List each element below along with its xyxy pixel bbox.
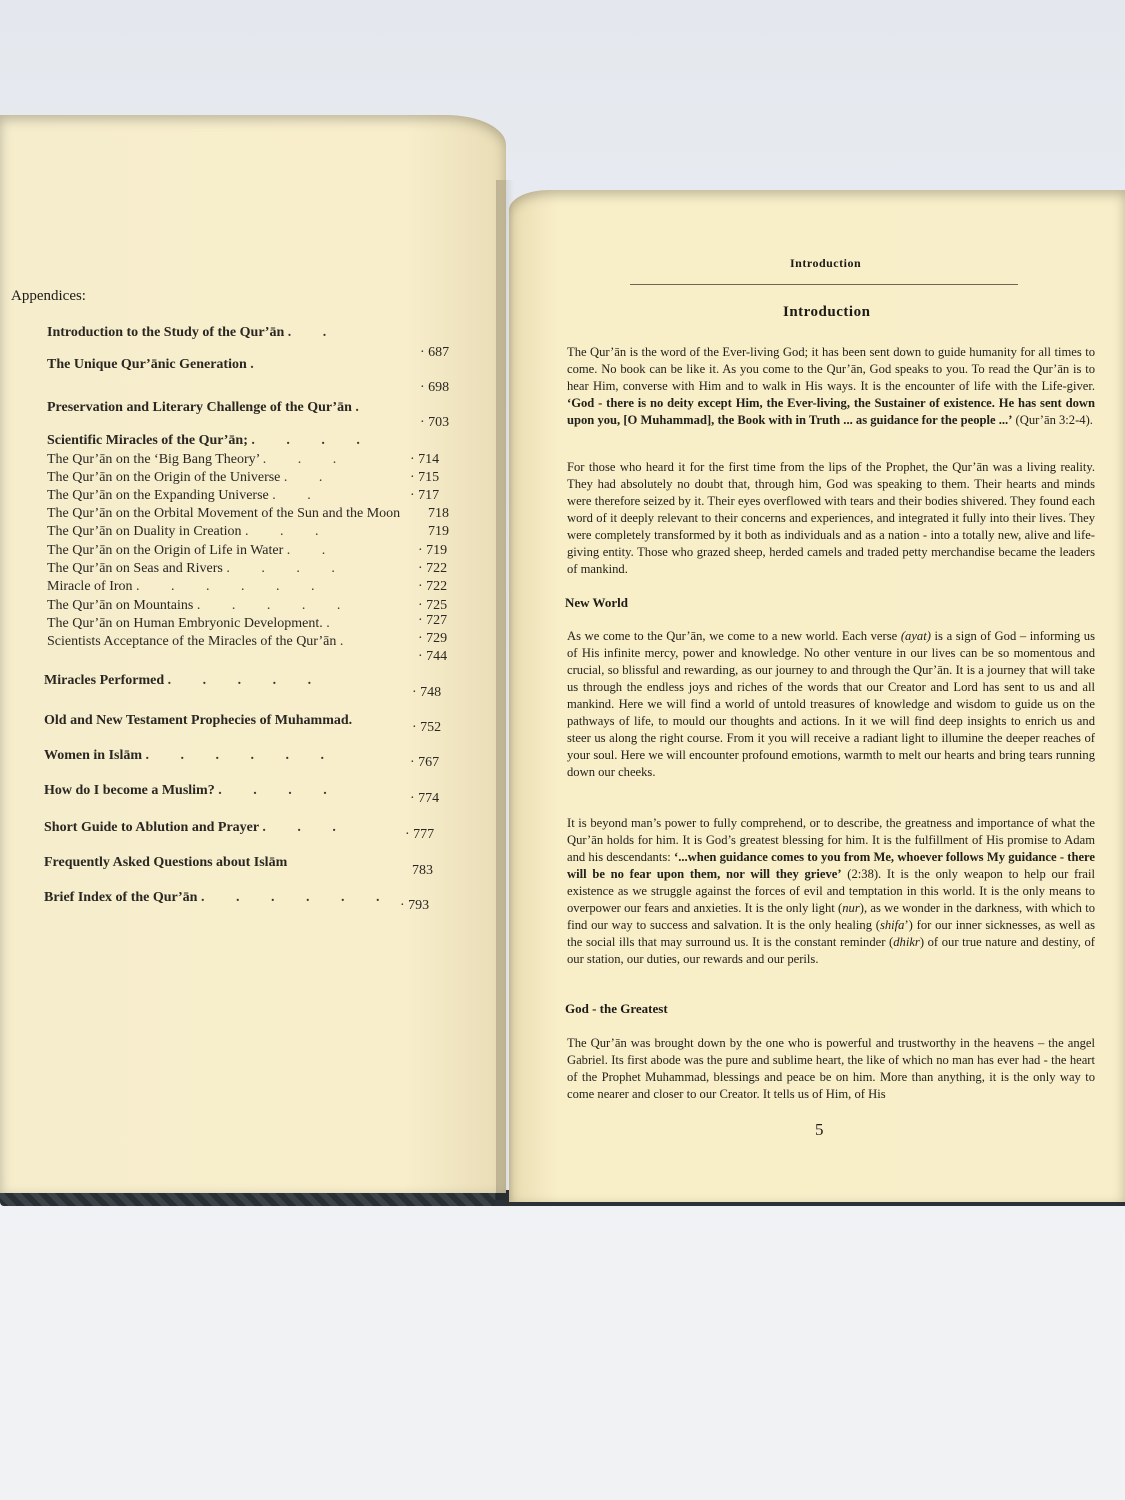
left-page [0, 115, 506, 1193]
toc-entry: Scientific Miracles of the Qur’ān; . . . . [47, 433, 374, 448]
toc-page-number: · 687 [420, 345, 450, 360]
toc-entry: The Qur’ān on Human Embryonic Development. . [47, 616, 344, 631]
toc-page-number: · 752 [412, 720, 442, 735]
toc-page-number: · 744 [418, 649, 448, 664]
toc-entry: Brief Index of the Qur’ān . . . . . . [44, 890, 394, 905]
toc-entry: The Qur’ān on the Origin of Life in Water . . [47, 543, 340, 558]
toc-entry: Frequently Asked Questions about Islām [44, 855, 288, 870]
toc-page-number: · 714 [410, 452, 440, 467]
toc-entry: Miracles Performed . . . . . [44, 673, 326, 688]
toc-entry: Miracle of Iron . . . . . . [47, 579, 329, 594]
contents-list [0, 115, 506, 1193]
toc-page-number: · 722 [418, 579, 448, 594]
toc-entry: The Qur’ān on Duality in Creation . . . [47, 524, 333, 539]
toc-page-number: · 748 [412, 685, 442, 700]
toc-entry: The Qur’ān on the Orbital Movement of the Sun and the Moon [47, 506, 401, 521]
toc-entry: Preservation and Literary Challenge of the Qur’ān . [47, 400, 373, 415]
paragraph-4: It is beyond man’s power to fully comprehend, or to describe, the greatness and importance of what the Qur’ān holds for him. It is God’s greatest blessing for him. It is the fulfillment of His promise to Adam and his descendants: ‘...when guidance comes to you from Me, whoever follows My guidance - there will be no fear upon them, nor will they grieve’ (2:38). It is the only weapon to help our frail existence as we struggle against the forces of evil and temptation in this world. It is the only means to overpower our fears and anxieties. It is the only light (nur), as we wonder in the darkness, with which to find our way to success and salvation. It is the only healing (shifa’) for our inner sicknesses, as well as the social ills that may surround us. It is the constant reminder (dhikr) of our true nature and destiny, of our station, our duties, our rewards and our perils. [567, 816, 1096, 966]
page-gutter-shadow [496, 180, 514, 1200]
subheading-god-the-greatest: God - the Greatest [565, 1001, 668, 1016]
toc-page-number: 783 [412, 863, 433, 878]
paragraph-5: The Qur’ān was brought down by the one who is powerful and trustworthy in the heavens – the angel Gabriel. Its first abode was the pure and sublime heart, the like of which no man has ever had - the heart of the Prophet Muhammad, blessings and peace be on him. More than anything, it is the only way to come nearer and closer to our Creator. It tells us of Him, of His [567, 1036, 1095, 1101]
toc-entry: Old and New Testament Prophecies of Muhammad. [44, 713, 353, 728]
toc-page-number: 718 [428, 506, 449, 521]
appendices-heading: Appendices: [11, 288, 86, 304]
toc-entry: The Qur’ān on Mountains . . . . . [47, 598, 355, 613]
paragraph-1: The Qur’ān is the word of the Ever-living God; it has been sent down to guide humanity for all times to come. No book can be like it. As you come to the Qur’ān, God speaks to you. To read the Qur’ān is to hear Him, converse with Him and to walk in His ways. It is the encounter of life with the Life-giver. ‘God - there is no deity except Him, the Ever-living, the Sustainer of existence. He has sent down upon you, [O Muhammad], the Book with in Truth ... as guidance for the people ...’ (Qur’ān 3:2-4). [567, 345, 1095, 427]
running-head: Introduction [790, 256, 862, 270]
toc-page-number: · 767 [410, 755, 440, 770]
toc-page-number: · 729 [418, 631, 448, 646]
toc-entry: Scientists Acceptance of the Miracles of the Qur’ān . [47, 634, 358, 649]
toc-page-number: · 727 [418, 613, 448, 628]
toc-entry: How do I become a Muslim? . . . . [44, 783, 341, 798]
toc-page-number: 719 [428, 524, 449, 539]
toc-page-number: · 722 [418, 561, 448, 576]
toc-entry: The Qur’ān on the Expanding Universe . . [47, 488, 325, 503]
toc-page-number: · 777 [405, 827, 435, 842]
toc-entry: Short Guide to Ablution and Prayer . . . [44, 820, 350, 835]
paragraph-2: For those who heard it for the first time from the lips of the Prophet, the Qur’ān was a living reality. They had absolutely no doubt that, through him, God was speaking to them. Their hearts and minds were therefore seized by it. Their eyes overflowed with tears and their bodies shivered. They found each word of it deeply relevant to their concerns and experiences, and integrated it fully into their lives. They were completely transformed by it both as individuals and as a nation - into a totally new, alive and life-giving entity. Those who grazed sheep, herded camels and traded petty merchandise became the leaders of mankind. [567, 460, 1095, 576]
toc-page-number: · 698 [420, 380, 450, 395]
toc-page-number: · 719 [418, 543, 448, 558]
toc-entry: The Qur’ān on Seas and Rivers . . . . [47, 561, 349, 576]
subheading-new-world: New World [565, 595, 628, 610]
toc-page-number: · 703 [420, 415, 450, 430]
header-rule [630, 284, 1018, 285]
toc-entry: The Qur’ān on the ‘Big Bang Theory’ . . . [47, 452, 351, 467]
toc-page-number: · 774 [410, 791, 440, 806]
toc-page-number: · 793 [400, 898, 430, 913]
toc-page-number: · 715 [410, 470, 440, 485]
page-number: 5 [815, 1120, 824, 1139]
toc-page-number: · 725 [418, 598, 448, 613]
paragraph-3: As we come to the Qur’ān, we come to a new world. Each verse (ayat) is a sign of God – informing us of His infinite mercy, power and knowledge. No other venture in our lives can be so momentous and crucial, so blissful and rewarding, as our journey to and through the Qur’ān. It is a journey that will take us through the endless joys and riches of the words that our Creator and Lord has sent to us and all mankind. Here we will find a world of untold treasures of knowledge and wisdom to guide us on the pathways of life, to mould our thoughts and actions. In it we will find deep insights to enrich us and steer us along the right course. From it you will receive a radiant light to illumine the deeper reaches of your soul. Here we will encounter profound emotions, warmth to melt our hearts and bring tears running down our cheeks. [567, 629, 1095, 779]
toc-entry: Women in Islām . . . . . . [44, 748, 339, 763]
chapter-title: Introduction [783, 304, 871, 320]
toc-entry: The Qur’ān on the Origin of the Universe . . [47, 470, 337, 485]
toc-entry: Introduction to the Study of the Qur’ān . . [47, 325, 341, 340]
toc-entry: The Unique Qur’ānic Generation . [47, 357, 268, 372]
toc-page-number: · 717 [410, 488, 440, 503]
